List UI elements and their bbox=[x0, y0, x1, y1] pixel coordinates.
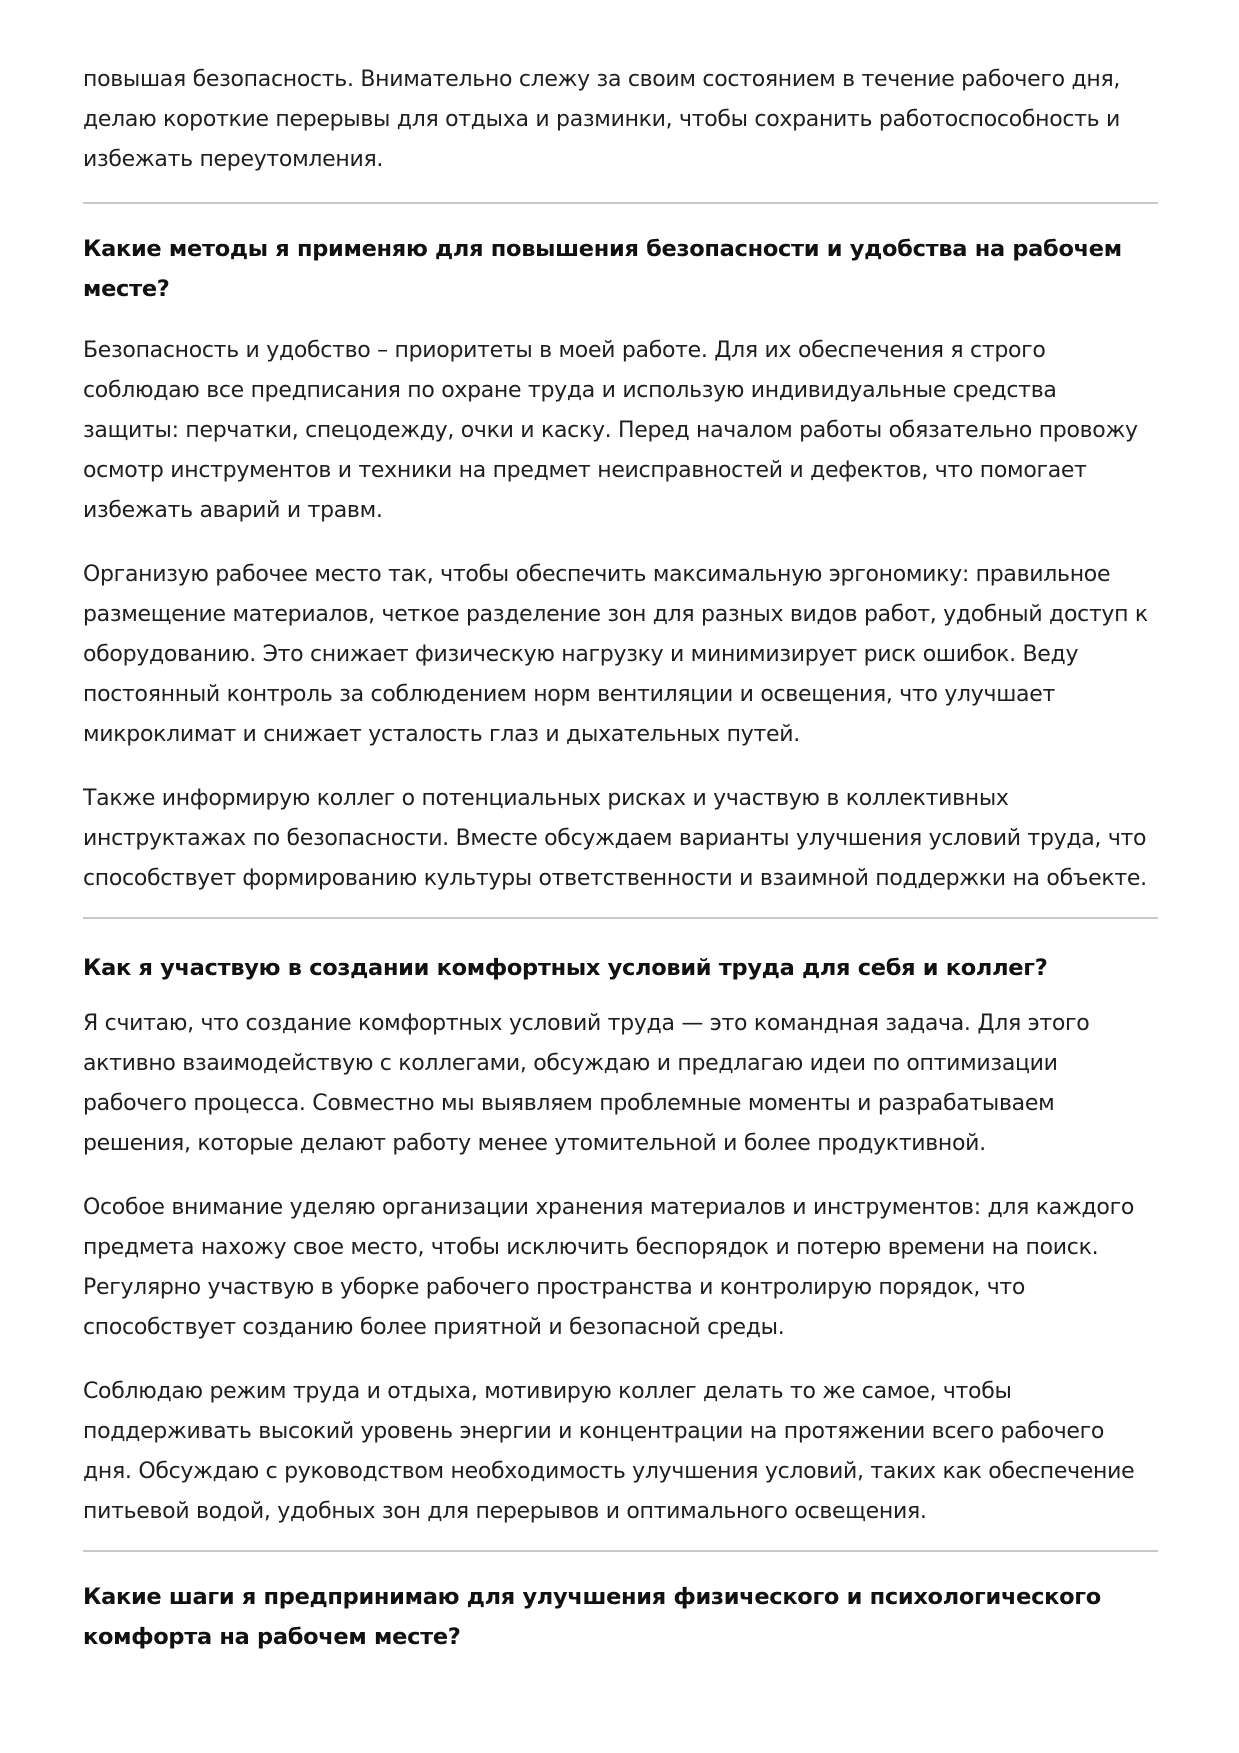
section-comfort-conditions bbox=[83, 948, 1158, 1532]
section-paragraph: Соблюдаю режим труда и отдыха, мотивирую коллег делать то же самое, чтобы поддерживать высокий уровень энергии и концентрации на протяжении всего рабочего дня. Обсуждаю с руководством необходимость улучшения условий, таких как обеспечение питьевой водой, удобных зон для перерывов и оптимального освещения. bbox=[83, 1379, 1135, 1524]
section-paragraph: Безопасность и удобство – приоритеты в моей работе. Для их обеспечения я строго соблюдаю все предписания по охране труда и использую индивидуальные средства защиты: перчатки, спецодежду, очки и каску. Перед началом работы обязательно провожу осмотр инструментов и техники на предмет неисправностей и дефектов, что помогает избежать аварий и травм. bbox=[83, 338, 1138, 523]
section-paragraph: Также информирую коллег о потенциальных рисках и участвую в коллективных инструктажах по безопасности. Вместе обсуждаем варианты улучшения условий труда, что способствует формированию культуры ответственности и взаимной поддержки на объекте. bbox=[83, 786, 1147, 891]
intro-paragraph: повышая безопасность. Внимательно слежу за своим состоянием в течение рабочего дня, делаю короткие перерывы для отдыха и разминки, чтобы сохранить работоспособность и избежать переутомления. bbox=[83, 67, 1121, 172]
section-divider bbox=[83, 917, 1158, 919]
section-heading: Как я участвую в создании комфортных условий труда для себя и коллег? bbox=[83, 955, 1048, 981]
section-paragraph: Я считаю, что создание комфортных условий труда — это командная задача. Для этого активно взаимодействую с коллегами, обсуждаю и предлагаю идеи по оптимизации рабочего процесса. Совместно мы выявляем проблемные моменты и разрабатываем решения, которые делают работу менее утомительной и более продуктивной. bbox=[83, 1011, 1090, 1156]
section-heading: Какие шаги я предпринимаю для улучшения физического и психологического комфорта на рабочем месте? bbox=[83, 1584, 1101, 1650]
document-page bbox=[83, 60, 1158, 1679]
section-divider bbox=[83, 1550, 1158, 1552]
section-safety-methods bbox=[83, 229, 1158, 899]
section-divider bbox=[83, 202, 1158, 204]
intro-block bbox=[83, 60, 1158, 180]
section-physical-psychological-comfort bbox=[83, 1577, 1158, 1657]
section-paragraph: Организую рабочее место так, чтобы обеспечить максимальную эргономику: правильное размещение материалов, четкое разделение зон для разных видов работ, удобный доступ к оборудованию. Это снижает физическую нагрузку и минимизирует риск ошибок. Веду постоянный контроль за соблюдением норм вентиляции и освещения, что улучшает микроклимат и снижает усталость глаз и дыхательных путей. bbox=[83, 562, 1148, 747]
section-paragraph: Особое внимание уделяю организации хранения материалов и инструментов: для каждого предмета нахожу свое место, чтобы исключить беспорядок и потерю времени на поиск. Регулярно участвую в уборке рабочего пространства и контролирую порядок, что способствует созданию более приятной и безопасной среды. bbox=[83, 1195, 1134, 1340]
section-heading: Какие методы я применяю для повышения безопасности и удобства на рабочем месте? bbox=[83, 236, 1122, 302]
